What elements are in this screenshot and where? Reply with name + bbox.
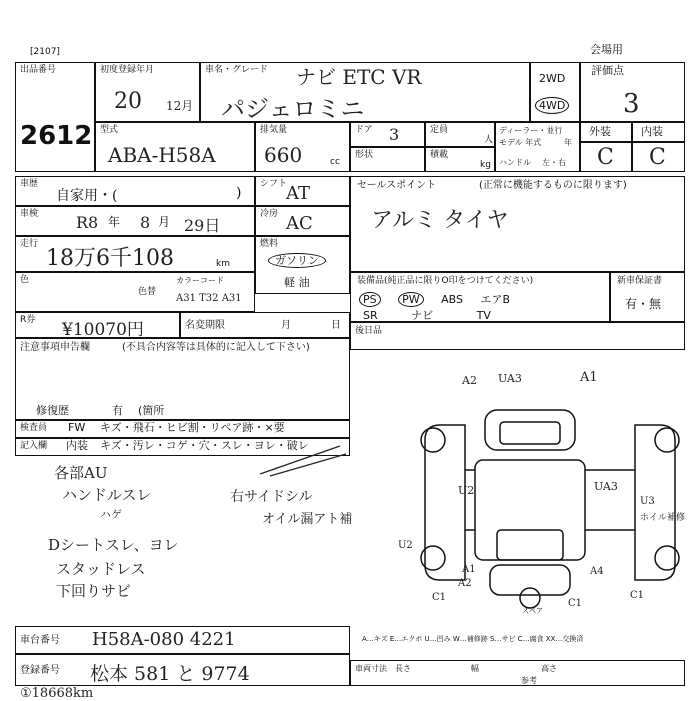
inspection-box	[15, 206, 255, 236]
sheet-number: [2107]	[30, 47, 60, 57]
inspection-era: R8	[76, 213, 99, 232]
repair-place: (箇所	[138, 404, 165, 417]
int-label-box	[632, 122, 685, 142]
doors-value: 3	[389, 125, 400, 144]
legend1-text: キズ・飛石・ヒビ割・リペア跡・×要	[100, 421, 285, 434]
note-line-1: 各部AU	[54, 464, 108, 482]
ext-value-box	[580, 142, 632, 172]
history-close: )	[236, 185, 242, 201]
car-grade-box	[200, 62, 530, 122]
dealer-box	[495, 122, 580, 172]
chassis-box	[15, 626, 350, 654]
capacity-box	[425, 122, 495, 147]
first-reg-box	[95, 62, 200, 122]
name-change-label: 名変期限	[185, 320, 225, 331]
color-code-label: カラーコード	[176, 276, 224, 285]
lot-box	[15, 62, 95, 172]
chassis-label: 車台番号	[20, 635, 60, 646]
legend-row1	[15, 420, 350, 438]
first-reg-label: 初度登録年月	[100, 65, 155, 75]
mark-wheel-repair: ホイル補修	[640, 513, 686, 523]
scribble-lines	[250, 440, 350, 480]
equip-ps: PS	[359, 292, 381, 307]
equipment-box	[350, 272, 610, 322]
plate-value: 松本 581 と 9774	[90, 663, 250, 685]
mark-c1-b: C1	[568, 598, 583, 609]
dims-ref: 参考	[521, 676, 537, 685]
mark-ua3-top: UA3	[498, 372, 522, 385]
score-label: 評価点	[591, 64, 624, 77]
chassis-value: H58A-080 4221	[92, 629, 236, 650]
car-damage-diagram	[405, 370, 695, 620]
sales-point-box	[350, 176, 685, 272]
equip-abs: ABS	[441, 293, 464, 306]
dims-width: 幅	[471, 664, 479, 673]
model-box	[95, 122, 255, 172]
int-label: 内装	[641, 125, 663, 138]
fuel-diesel: 軽 油	[284, 276, 310, 289]
fuel-gasoline: ガソリン	[268, 253, 326, 268]
dims-label: 車両寸法	[355, 664, 387, 673]
bottom-handwriting: ①18668km	[20, 686, 94, 701]
mark-a2-rear: A2	[458, 578, 472, 589]
dims-length: 長さ	[395, 664, 411, 673]
history-box	[15, 176, 255, 206]
mark-a1-rear: A1	[462, 564, 476, 575]
equipment-label: 装備品(純正品に限りO印をつけてください)	[357, 276, 534, 286]
dealer-label: ディーラー・並行	[499, 126, 563, 135]
notes-sub: (不具合内容等は具体的に記入して下さい)	[122, 342, 310, 353]
dealer-model-year: モデル 年式	[499, 138, 542, 147]
shift-label: シフト	[260, 179, 288, 189]
spare-label: スペア	[522, 607, 543, 615]
lot-number: 2612	[20, 121, 93, 151]
ext-label-box	[580, 122, 632, 142]
equipment-row1	[359, 291, 510, 307]
mileage-value: 18万6千108	[46, 246, 174, 271]
name-change-month: 月	[281, 320, 291, 331]
ac-label: 冷房	[260, 209, 279, 219]
sales-point-note: (正常に機能するものに限ります)	[479, 180, 627, 191]
equip-tv: TV	[476, 309, 491, 322]
venue-label: 会場用	[590, 43, 623, 56]
displacement-value: 660	[264, 143, 303, 167]
drive-box	[530, 62, 580, 122]
recycle-label: R券	[20, 315, 36, 325]
notes-box	[15, 338, 350, 420]
mark-a4-rear: A4	[590, 566, 604, 577]
equip-pw: PW	[398, 292, 424, 307]
inspection-day: 29日	[184, 216, 221, 235]
car-grade-label: 車名・グレード	[205, 65, 269, 75]
shift-box	[255, 176, 350, 206]
color-box	[15, 272, 255, 312]
ext-value: C	[597, 145, 614, 170]
legend2-interior: 内装	[66, 439, 88, 452]
doors-box	[350, 122, 425, 147]
doors-label: ドア	[355, 125, 373, 135]
recycle-value: ¥10070円	[62, 320, 144, 340]
sales-point-value: アルミ タイヤ	[371, 208, 509, 233]
car-name-value: パジェロミニ	[221, 95, 365, 123]
lot-label: 出品番号	[20, 65, 57, 75]
legend1-label: 検査員	[20, 423, 48, 433]
shift-value: AT	[286, 183, 311, 204]
name-change-day: 日	[331, 320, 341, 331]
ac-box	[255, 206, 350, 236]
inspection-label: 車検	[20, 209, 39, 219]
history-value: 自家用・(	[56, 188, 118, 204]
dealer-handle-value: 左・右	[542, 158, 566, 167]
inspection-month-unit: 月	[158, 215, 171, 229]
displacement-box	[255, 122, 350, 172]
equip-airbag: エアB	[480, 293, 511, 306]
notes-label: 注意事項申告欄	[20, 342, 90, 353]
mark-c1-c: C1	[630, 590, 645, 601]
inspection-month: 8	[140, 213, 151, 232]
displacement-unit: cc	[330, 157, 340, 167]
plate-box	[15, 654, 350, 686]
score-box	[580, 62, 685, 122]
equipment-row2	[363, 307, 491, 323]
color-label: 色	[20, 275, 30, 285]
mileage-unit: km	[216, 259, 230, 269]
note-line-2: ハンドルスレ	[62, 486, 152, 504]
recycle-box	[15, 312, 180, 338]
capacity-unit: 人	[484, 135, 494, 145]
int-value: C	[649, 145, 666, 170]
mark-u2-left: U2	[458, 484, 475, 497]
note-line-4: Dシートスレ、ヨレ	[48, 536, 179, 554]
arrival-label: 後日品	[355, 326, 383, 336]
fuel-label: 燃料	[260, 239, 279, 249]
mark-u2-rear: U2	[398, 540, 413, 551]
warranty-box	[610, 272, 685, 322]
load-box	[425, 147, 495, 172]
fuel-box	[255, 236, 350, 294]
side-note-1: 右サイドシル	[230, 489, 313, 505]
damage-legend: A…キズ E…エクボ U…凹み W…補修跡 S…サビ C…腐食 XX…交換済	[362, 635, 584, 643]
warranty-value: 有・無	[625, 297, 662, 311]
mark-u3-right: U3	[640, 496, 655, 507]
mileage-label: 走行	[20, 239, 39, 249]
load-unit: kg	[480, 160, 491, 170]
name-change-box	[180, 312, 350, 338]
legend2-label: 記入欄	[20, 441, 48, 451]
note-line-6: 下回りサビ	[56, 582, 132, 600]
mark-c1-a: C1	[432, 592, 447, 603]
warranty-label: 新車保証書	[617, 276, 663, 286]
color-code-value: A31 T32 A31	[176, 293, 242, 304]
capacity-label: 定員	[430, 125, 449, 135]
plate-label: 登録番号	[20, 665, 60, 676]
score-value: 3	[623, 89, 640, 119]
legend1-fw: FW	[68, 421, 86, 434]
first-reg-year: 20	[114, 89, 142, 114]
color-change-label: 色替	[138, 287, 157, 297]
shape-box	[350, 147, 425, 172]
dealer-year-unit: 年	[564, 138, 572, 147]
mileage-box	[15, 236, 255, 272]
model-label: 型式	[100, 125, 119, 135]
mark-a2-top: A2	[462, 374, 477, 387]
repair-value: 有	[112, 404, 123, 417]
side-note-2: オイル漏アト補	[262, 512, 353, 527]
mark-a1-top: A1	[580, 370, 598, 385]
drive-2wd: 2WD	[539, 72, 566, 85]
ext-label: 外装	[589, 125, 611, 138]
equip-sr: SR	[363, 309, 378, 322]
history-label: 車歴	[20, 179, 39, 189]
dims-height: 高さ	[541, 664, 557, 673]
note-line-5: スタッドレス	[56, 560, 146, 578]
drive-4wd: 4WD	[535, 97, 569, 114]
displacement-label: 排気量	[260, 125, 288, 135]
int-value-box	[632, 142, 685, 172]
car-grade-value: ナビ ETC VR	[296, 65, 422, 89]
first-reg-month: 12月	[166, 99, 194, 113]
ac-value: AC	[286, 213, 313, 234]
inspection-year-unit: 年	[108, 215, 121, 229]
note-line-3: ハゲ	[100, 508, 122, 521]
sales-point-label: セールスポイント	[357, 180, 437, 191]
model-value: ABA-H58A	[108, 143, 216, 167]
equip-navi: ナビ	[411, 309, 434, 322]
legend2-text: キズ・汚レ・コゲ・穴・スレ・ヨレ・破レ	[100, 439, 309, 452]
load-label: 積載	[430, 150, 449, 160]
dealer-handle-label: ハンドル	[499, 158, 531, 167]
repair-label: 修復歴	[36, 404, 69, 417]
shape-label: 形状	[355, 150, 374, 160]
arrival-box	[350, 322, 685, 350]
mark-ua3-right: UA3	[594, 480, 618, 493]
dims-box	[350, 660, 685, 686]
